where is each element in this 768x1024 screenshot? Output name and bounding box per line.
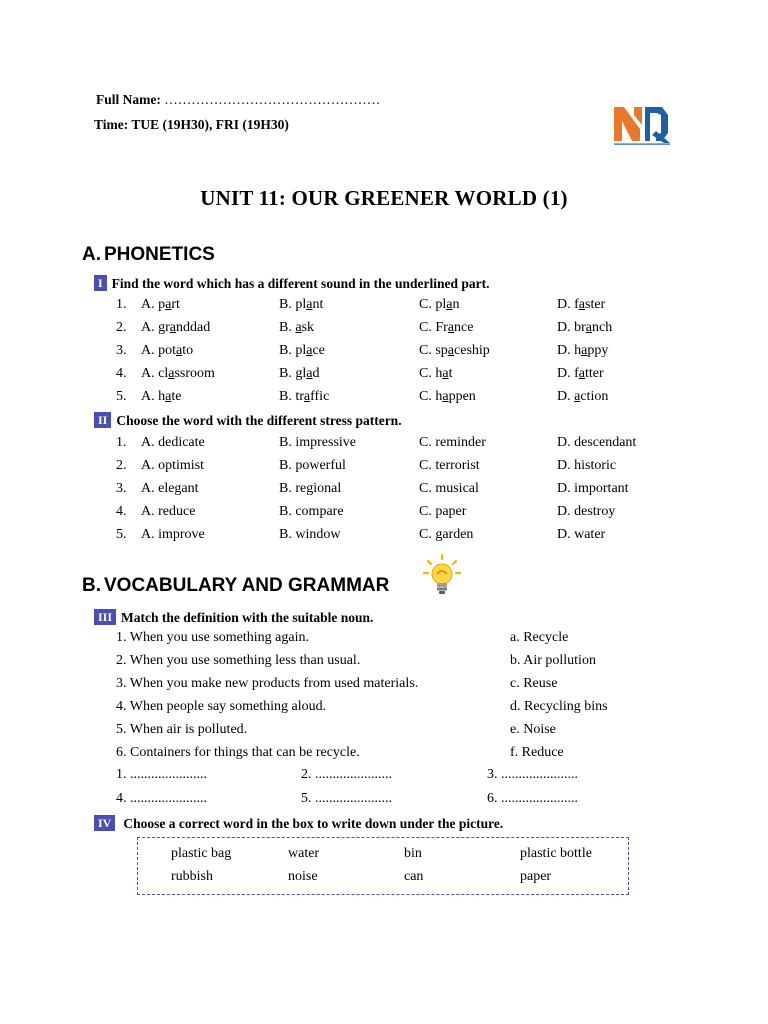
answer-option: C. paper bbox=[419, 504, 467, 519]
answer-option: D. descendant bbox=[557, 435, 637, 450]
task-4-instruction bbox=[94, 815, 503, 832]
underlined-part: a bbox=[168, 366, 175, 381]
task-4-badge: IV bbox=[94, 815, 115, 831]
answer-option: A. elegant bbox=[141, 481, 199, 496]
task-3-instruction bbox=[94, 609, 373, 626]
task-1-instruction bbox=[94, 275, 489, 292]
definition: 1. When you use something again. bbox=[116, 630, 309, 645]
match-row bbox=[0, 699, 768, 719]
full-name-line bbox=[96, 92, 380, 108]
answer-blank: 3. ...................... bbox=[487, 767, 578, 782]
box-word: noise bbox=[288, 869, 318, 884]
underlined-part: a bbox=[578, 297, 585, 312]
definition: 4. When people say something aloud. bbox=[116, 699, 327, 714]
match-row bbox=[0, 676, 768, 696]
question-number: 3. bbox=[116, 481, 127, 496]
underlined-part: a bbox=[442, 366, 449, 381]
box-word: can bbox=[404, 869, 424, 884]
task-2-instruction bbox=[94, 412, 402, 429]
answer-option: A. hate bbox=[141, 389, 182, 404]
answer-option: D. water bbox=[557, 527, 606, 542]
underlined-part: a bbox=[165, 389, 172, 404]
answer-option: D. faster bbox=[557, 297, 606, 312]
section-b-title: VOCABULARY AND GRAMMAR bbox=[104, 575, 390, 596]
answer-option: D. destroy bbox=[557, 504, 616, 519]
match-row bbox=[0, 745, 768, 765]
answer-option: C. France bbox=[419, 320, 474, 335]
question-row bbox=[0, 320, 768, 340]
underlined-part: a bbox=[447, 320, 455, 335]
underlined-part: a bbox=[306, 366, 313, 381]
answer-option: B. regional bbox=[279, 481, 342, 496]
answer-option: D. fatter bbox=[557, 366, 604, 381]
answer-option: C. spaceship bbox=[419, 343, 490, 358]
answer-option: B. impressive bbox=[279, 435, 356, 450]
answer-option: C. hat bbox=[419, 366, 453, 381]
definition: 5. When air is polluted. bbox=[116, 722, 248, 737]
noun-option: e. Noise bbox=[510, 722, 556, 737]
question-row bbox=[0, 458, 768, 478]
question-number: 4. bbox=[116, 504, 127, 519]
answer-option: C. happen bbox=[419, 389, 476, 404]
underlined-part: a bbox=[446, 297, 453, 312]
question-row bbox=[0, 481, 768, 501]
underlined-part: a bbox=[306, 343, 313, 358]
school-logo bbox=[612, 103, 672, 147]
question-row bbox=[0, 343, 768, 363]
question-number: 2. bbox=[116, 458, 127, 473]
answer-option: A. dedicate bbox=[141, 435, 205, 450]
answer-option: A. part bbox=[141, 297, 180, 312]
question-row bbox=[0, 504, 768, 524]
answer-blank: 6. ...................... bbox=[487, 791, 578, 806]
task-1-text: Find the word which has a different sound in the underlined part. bbox=[111, 276, 490, 291]
answer-option: B. plant bbox=[279, 297, 324, 312]
definition: 6. Containers for things that can be recycle. bbox=[116, 745, 360, 760]
question-number: 1. bbox=[116, 297, 127, 312]
answer-option: B. traffic bbox=[279, 389, 330, 404]
noun-option: f. Reduce bbox=[510, 745, 564, 760]
question-number: 2. bbox=[116, 320, 127, 335]
task-3-text: Match the definition with the suitable noun. bbox=[121, 610, 374, 625]
question-number: 5. bbox=[116, 527, 127, 542]
underlined-part: a bbox=[581, 343, 588, 358]
question-number: 1. bbox=[116, 435, 127, 450]
full-name-dots: ………………………………………… bbox=[164, 92, 381, 107]
task-2-badge: II bbox=[94, 412, 111, 428]
answer-option: A. classroom bbox=[141, 366, 215, 381]
section-a-title: PHONETICS bbox=[104, 244, 215, 265]
match-row bbox=[0, 630, 768, 650]
word-box bbox=[137, 837, 629, 895]
answer-blank: 5. ...................... bbox=[301, 791, 392, 806]
lightbulb-icon bbox=[422, 553, 462, 597]
answer-option: C. terrorist bbox=[419, 458, 480, 473]
answer-option: C. garden bbox=[419, 527, 474, 542]
task-3-badge: III bbox=[94, 609, 116, 625]
task-4-text: Choose a correct word in the box to write down under the picture. bbox=[123, 816, 504, 831]
question-row bbox=[0, 389, 768, 409]
answer-option: D. action bbox=[557, 389, 609, 404]
underlined-part: a bbox=[303, 389, 311, 404]
box-word: plastic bag bbox=[171, 846, 232, 861]
answer-option: C. musical bbox=[419, 481, 479, 496]
underlined-part: a bbox=[306, 297, 313, 312]
answer-option: A. optimist bbox=[141, 458, 205, 473]
definition: 3. When you make new products from used materials. bbox=[116, 676, 419, 691]
noun-option: a. Recycle bbox=[510, 630, 569, 645]
underlined-part: a bbox=[169, 320, 176, 335]
section-b-letter: B. bbox=[82, 575, 101, 596]
answer-option: A. granddad bbox=[141, 320, 211, 335]
answer-option: D. branch bbox=[557, 320, 613, 335]
box-word: water bbox=[288, 846, 320, 861]
answer-option: B. place bbox=[279, 343, 325, 358]
answer-option: B. powerful bbox=[279, 458, 346, 473]
section-b-heading bbox=[82, 575, 389, 597]
question-row bbox=[0, 435, 768, 455]
task-1-badge: I bbox=[94, 275, 107, 291]
answer-option: D. important bbox=[557, 481, 629, 496]
question-number: 3. bbox=[116, 343, 127, 358]
answer-blank: 2. ...................... bbox=[301, 767, 392, 782]
noun-option: c. Reuse bbox=[510, 676, 558, 691]
section-a-heading bbox=[82, 244, 215, 266]
time-line: Time: TUE (19H30), FRI (19H30) bbox=[94, 117, 289, 132]
box-word: bin bbox=[404, 846, 422, 861]
underlined-part: a bbox=[165, 297, 172, 312]
definition: 2. When you use something less than usual. bbox=[116, 653, 361, 668]
answer-option: D. happy bbox=[557, 343, 609, 358]
underlined-part: a bbox=[295, 320, 302, 335]
underlined-part: a bbox=[585, 320, 592, 335]
noun-option: d. Recycling bins bbox=[510, 699, 608, 714]
underlined-part: a bbox=[442, 389, 449, 404]
match-row bbox=[0, 653, 768, 673]
underlined-part: a bbox=[176, 343, 183, 358]
task-2-text: Choose the word with the different stress pattern. bbox=[116, 413, 402, 428]
box-word: plastic bottle bbox=[520, 846, 592, 861]
underlined-part: a bbox=[447, 343, 455, 358]
section-a-letter: A. bbox=[82, 244, 101, 265]
answer-option: D. historic bbox=[557, 458, 617, 473]
answer-option: B. compare bbox=[279, 504, 344, 519]
question-row bbox=[0, 297, 768, 317]
answer-option: B. glad bbox=[279, 366, 320, 381]
answer-blank: 4. ...................... bbox=[116, 791, 207, 806]
answer-option: A. improve bbox=[141, 527, 205, 542]
underlined-part: a bbox=[578, 366, 585, 381]
answer-option: C. plan bbox=[419, 297, 460, 312]
box-word: rubbish bbox=[171, 869, 213, 884]
answer-option: B. window bbox=[279, 527, 341, 542]
question-number: 4. bbox=[116, 366, 127, 381]
page-title: UNIT 11: OUR GREENER WORLD (1) bbox=[200, 186, 568, 210]
noun-option: b. Air pollution bbox=[510, 653, 596, 668]
question-row bbox=[0, 366, 768, 386]
answer-blank: 1. ...................... bbox=[116, 767, 207, 782]
match-row bbox=[0, 722, 768, 742]
answer-option: A. reduce bbox=[141, 504, 196, 519]
answer-option: B. ask bbox=[279, 320, 315, 335]
question-row bbox=[0, 527, 768, 547]
question-number: 5. bbox=[116, 389, 127, 404]
full-name-label: Full Name: bbox=[96, 92, 161, 107]
answer-option: A. potato bbox=[141, 343, 194, 358]
underlined-part: a bbox=[574, 389, 581, 404]
answer-option: C. reminder bbox=[419, 435, 486, 450]
box-word: paper bbox=[520, 869, 552, 884]
